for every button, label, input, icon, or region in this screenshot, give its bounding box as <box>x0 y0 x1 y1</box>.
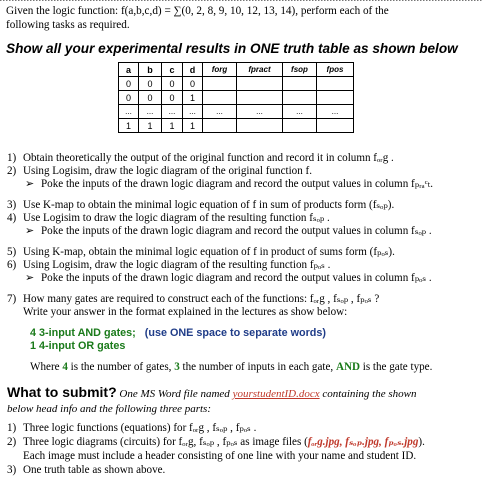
example-line-2 <box>30 340 125 354</box>
table-row <box>119 91 354 105</box>
where-explanation <box>30 361 432 375</box>
task-item-7 <box>7 293 379 307</box>
image-file-names: fₒᵣg.jpg, fₛₒₚ.jpg, fₚₒₛ.jpg <box>307 436 419 448</box>
table-cell: ... <box>317 105 354 119</box>
table-cell <box>317 119 354 133</box>
submit-part-2 <box>7 436 425 450</box>
table-cell: 0 <box>139 77 162 91</box>
task-number: 6) <box>7 259 17 271</box>
task-number: 4) <box>7 212 17 224</box>
task-text: How many gates are required to construct each of the functions: fₒᵣg , fₛₒₚ , fₚₒₛ ? <box>23 293 380 305</box>
task-text: Using Logisim, draw the logic diagram of the resulting function fₚₒₛ . <box>23 259 331 271</box>
header-fsop: fsop <box>283 63 317 77</box>
header-c: c <box>162 63 183 77</box>
table-cell: 0 <box>183 77 203 91</box>
table-cell: 0 <box>162 77 183 91</box>
table-cell <box>283 91 317 105</box>
submit-line-2: below head info and the following three parts: <box>7 403 211 415</box>
where-text: is the gate type. <box>359 361 433 373</box>
part-text: Three logic diagrams (circuits) for fₒᵣg, fₛₒₚ , fₚₒₛ as image files ( <box>23 436 308 448</box>
table-cell <box>237 119 283 133</box>
truth-table <box>118 62 354 133</box>
table-cell: 0 <box>119 77 139 91</box>
header-d: d <box>183 63 203 77</box>
table-cell: 1 <box>183 119 203 133</box>
table-cell: 1 <box>183 91 203 105</box>
intro-text <box>6 4 389 32</box>
header-forg: forg <box>203 63 237 77</box>
table-cell <box>283 77 317 91</box>
part-text: Three logic functions (equations) for fₒᵣg , fₛₒₚ , fₚₒₛ . <box>23 422 257 434</box>
task-number: 1) <box>7 152 17 164</box>
where-gate-type: AND <box>335 361 360 373</box>
task-item-4 <box>7 212 330 226</box>
table-cell: ... <box>183 105 203 119</box>
task-text: Using K-map, obtain the minimal logic equation of f in product of sums form (fₚₒₛ). <box>23 246 395 258</box>
task-item-1 <box>7 152 394 166</box>
arrow-bullet-icon: ➢ <box>25 272 35 284</box>
top-dotted-border <box>0 0 482 2</box>
where-gate-count: 4 <box>62 361 68 373</box>
part-number: 2) <box>7 436 17 448</box>
task-text: Obtain theoretically the output of the original function and record it in column fₒᵣg . <box>23 152 394 164</box>
arrow-bullet-icon: ➢ <box>25 225 35 237</box>
example-answer-2: 1 4-input OR gates <box>30 340 126 352</box>
table-cell: 0 <box>162 91 183 105</box>
table-cell: ... <box>283 105 317 119</box>
task-item-6 <box>7 259 330 273</box>
part-text: One truth table as shown above. <box>23 464 166 476</box>
table-cell: 1 <box>162 119 183 133</box>
task-number: 5) <box>7 246 17 258</box>
task-text: Use K-map to obtain the minimal logic equation of f in sum of products form (fₛₒₚ). <box>23 199 395 211</box>
task-item-2 <box>7 165 312 179</box>
task-item-5 <box>7 246 395 260</box>
submit-filename: yourstudentID.docx <box>232 388 320 400</box>
table-cell: ... <box>162 105 183 119</box>
task-text: Poke the inputs of the drawn logic diagram and record the output values in column fₚₒₛ . <box>41 272 432 284</box>
table-row <box>119 119 354 133</box>
submit-heading <box>7 384 416 400</box>
table-cell <box>237 91 283 105</box>
where-text: Where <box>30 361 63 373</box>
table-cell: 0 <box>139 91 162 105</box>
intro-line-1: Given the logic function: f(a,b,c,d) = ∑(0, 2, 8, 9, 10, 12, 13, 14), perform each of the <box>6 5 389 17</box>
truth-table-header-row <box>119 63 354 77</box>
task-subitem-4 <box>25 225 432 239</box>
submit-text: One MS Word file named <box>116 388 233 400</box>
arrow-bullet-icon: ➢ <box>25 178 35 190</box>
part-number: 1) <box>7 422 17 434</box>
table-cell: 0 <box>119 91 139 105</box>
table-cell <box>317 77 354 91</box>
header-b: b <box>139 63 162 77</box>
part-number: 3) <box>7 464 17 476</box>
task-number: 2) <box>7 165 17 177</box>
part-text: Each image must include a header consisting of one line with your name and student ID. <box>23 450 417 462</box>
table-cell: ... <box>237 105 283 119</box>
table-cell <box>237 77 283 91</box>
table-heading: Show all your experimental results in ONE truth table as shown below <box>6 41 458 56</box>
table-cell: ... <box>119 105 139 119</box>
task-item-3 <box>7 199 394 213</box>
task-text: Using Logisim, draw the logic diagram of the original function f. <box>23 165 312 177</box>
header-a: a <box>119 63 139 77</box>
table-cell <box>203 119 237 133</box>
submit-part-2-note <box>23 450 416 464</box>
task-number: 7) <box>7 293 17 305</box>
where-text: the number of inputs in each gate, <box>179 361 336 373</box>
example-line-1 <box>30 327 326 341</box>
task-subitem-6 <box>25 272 432 286</box>
task-text: Poke the inputs of the drawn logic diagram and record the output values in column fₛₒₚ . <box>41 225 432 237</box>
task-text: Use Logisim to draw the logic diagram of the resulting function fₛₒₚ . <box>23 212 330 224</box>
where-input-count: 3 <box>174 361 180 373</box>
where-text: is the number of gates, <box>67 361 175 373</box>
part-text: ). <box>418 436 425 448</box>
task-item-7-continued <box>23 306 347 320</box>
table-cell: 1 <box>119 119 139 133</box>
submit-text: containing the shown <box>319 388 417 400</box>
submit-title: What to submit? <box>7 384 117 400</box>
submit-part-3 <box>7 464 165 478</box>
table-cell <box>203 91 237 105</box>
example-note: (use ONE space to separate words) <box>144 327 326 339</box>
table-cell: ... <box>203 105 237 119</box>
submit-part-1 <box>7 422 256 436</box>
table-cell <box>283 119 317 133</box>
table-cell: 1 <box>139 119 162 133</box>
header-fpract: fpract <box>237 63 283 77</box>
example-answer-1: 4 3-input AND gates; <box>30 327 136 339</box>
table-row <box>119 77 354 91</box>
header-fpos: fpos <box>317 63 354 77</box>
task-text: Write your answer in the format explained in the lectures as show below: <box>23 306 348 318</box>
task-text: Poke the inputs of the drawn logic diagram and record the output values in column fₚᵣₐᶜₜ. <box>41 178 434 190</box>
table-cell <box>317 91 354 105</box>
table-cell: ... <box>139 105 162 119</box>
task-subitem-2 <box>25 178 433 192</box>
table-row <box>119 105 354 119</box>
table-cell <box>203 77 237 91</box>
intro-line-2: following tasks as required. <box>6 19 130 31</box>
task-number: 3) <box>7 199 17 211</box>
